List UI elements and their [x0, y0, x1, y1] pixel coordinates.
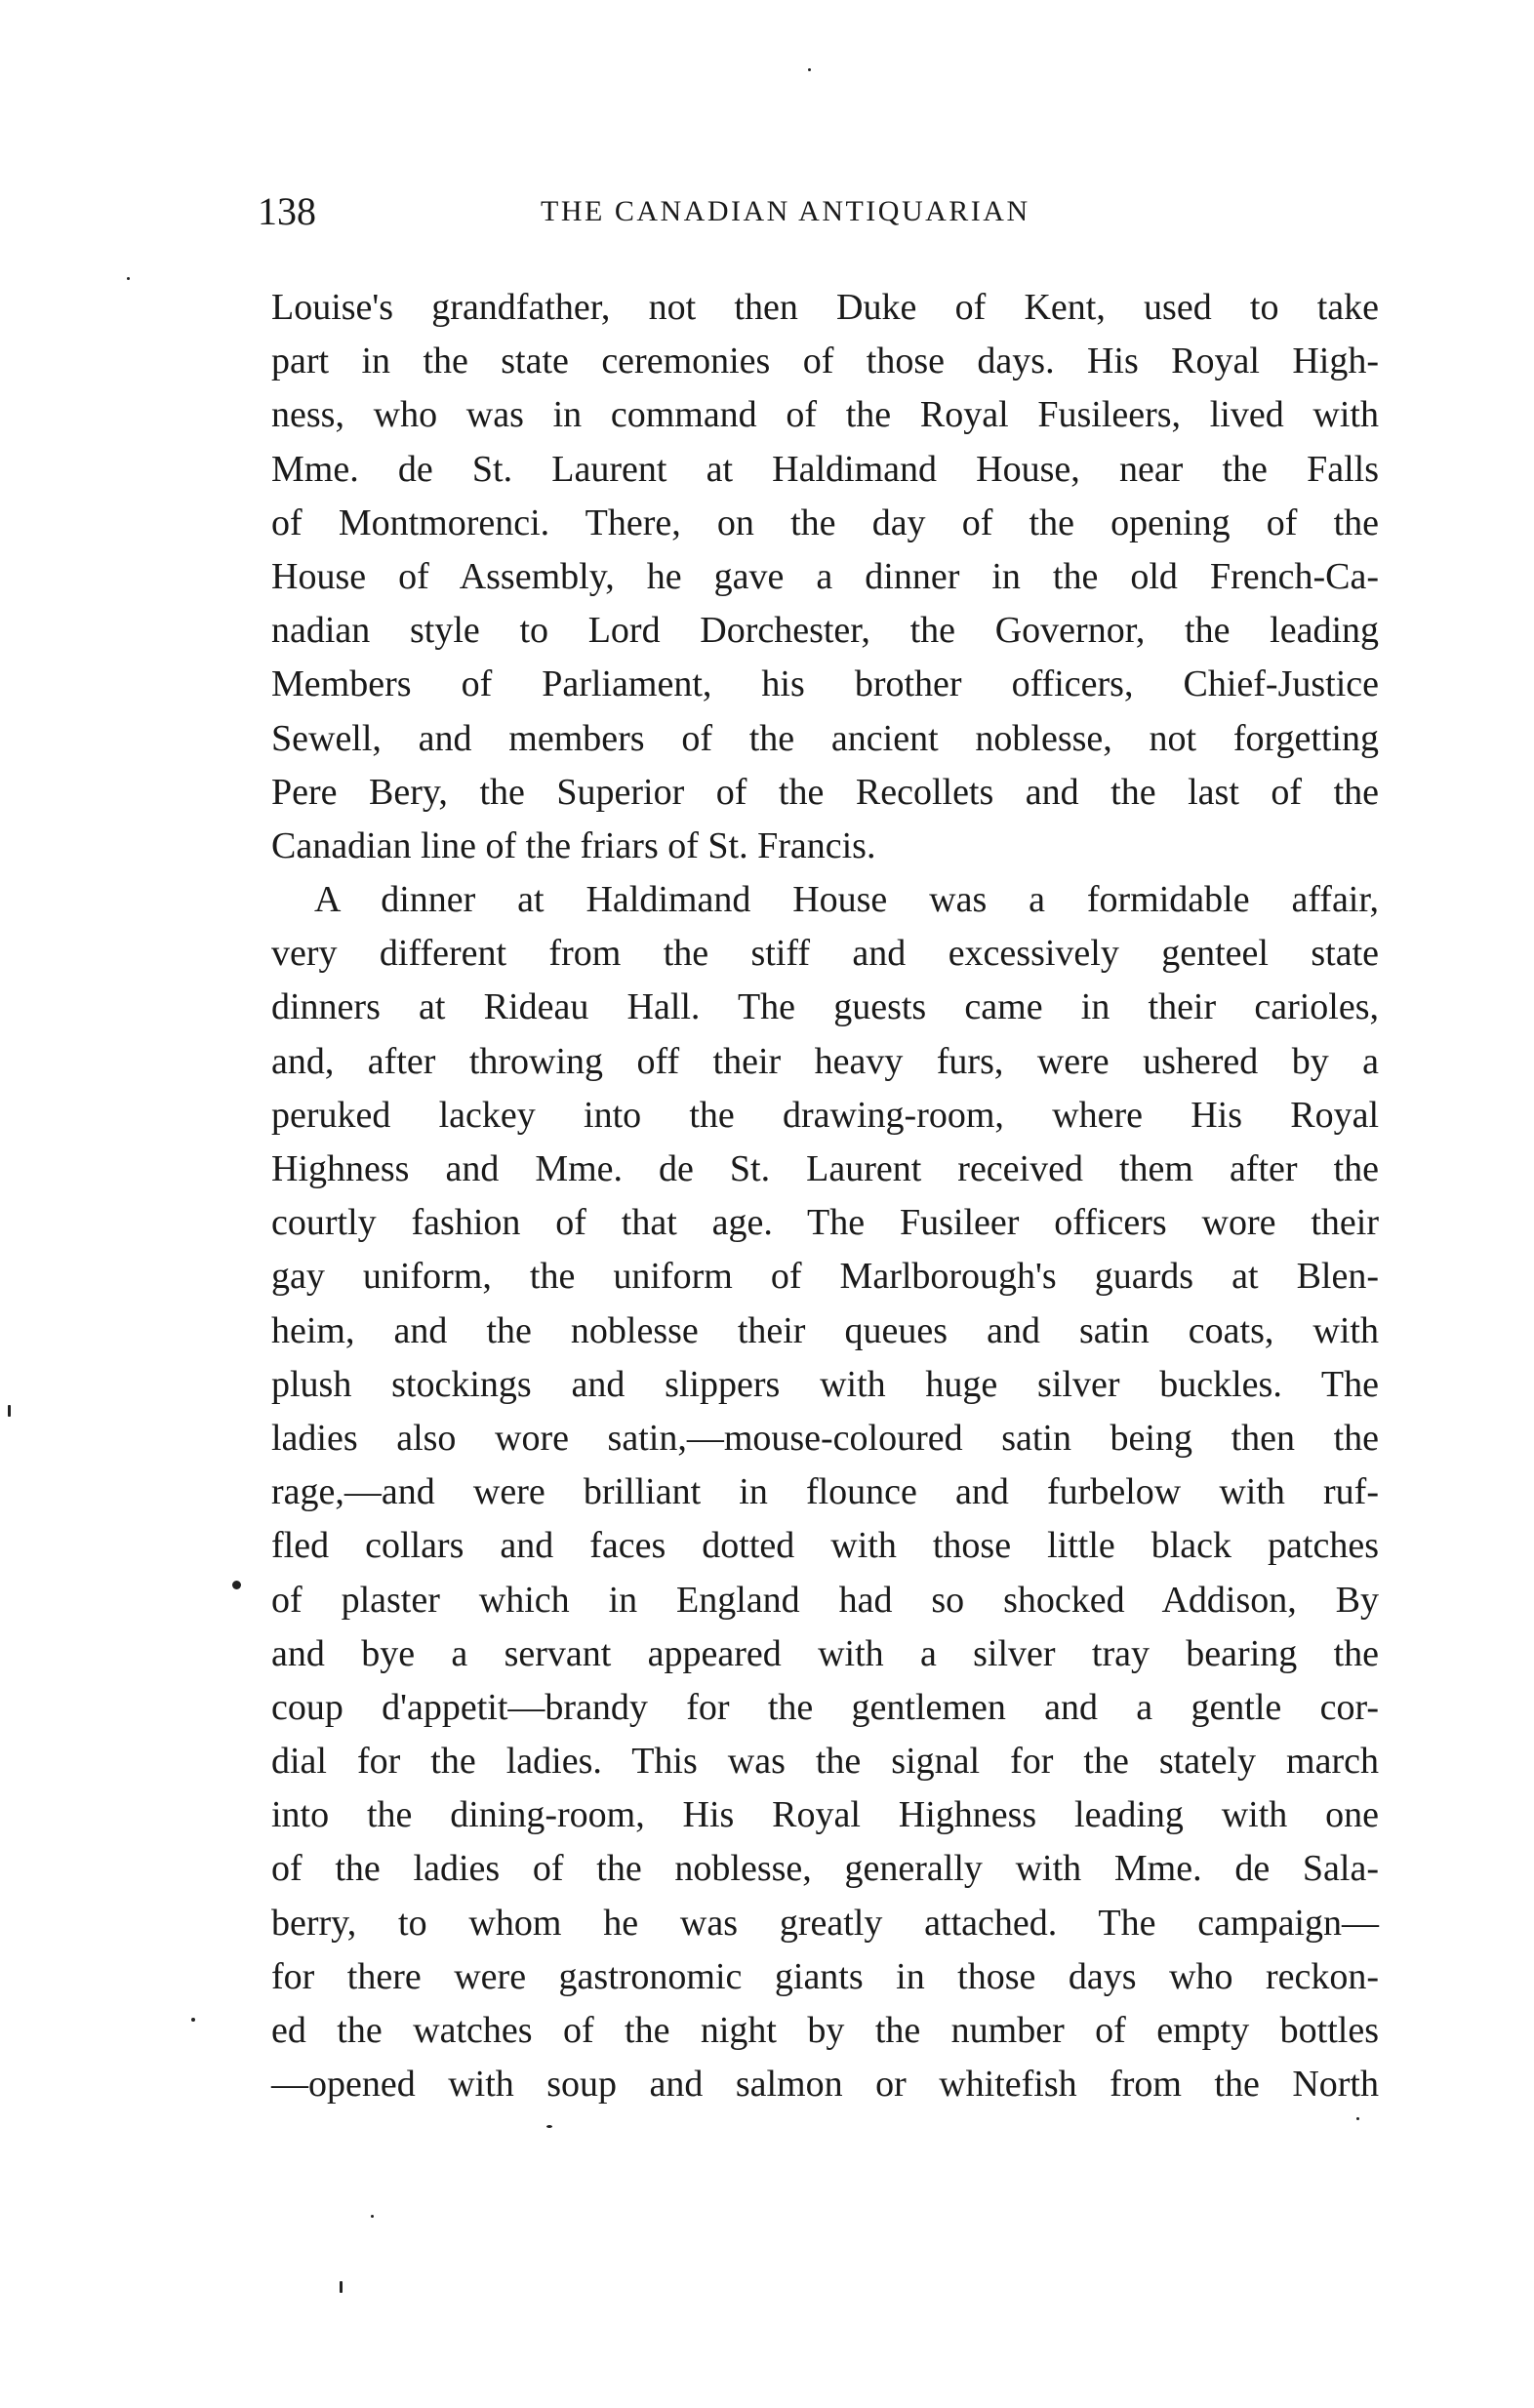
text-line: House of Assembly, he gave a dinner in the old French-Ca-	[271, 555, 1379, 597]
running-head: THE CANADIAN ANTIQUARIAN	[541, 195, 1030, 227]
text-line: nadian style to Lord Dorchester, the Governor, the leading	[271, 610, 1379, 652]
text-line: of the ladies of the noblesse, generally with Mme. de Sala-	[271, 1848, 1379, 1890]
text-line: —opened with soup and salmon or whitefish from the North	[271, 2064, 1379, 2106]
text-line: very different from the stiff and excessively genteel state	[271, 933, 1379, 975]
scan-speck	[1356, 2117, 1359, 2120]
text-line: Highness and Mme. de St. Laurent received them after the	[271, 1148, 1379, 1189]
text-line: heim, and the noblesse their queues and satin coats, with	[271, 1309, 1379, 1351]
text-line: Louise's grandfather, not then Duke of Kent, used to take	[271, 287, 1379, 328]
scan-speck	[340, 2281, 343, 2293]
scan-speck	[371, 2215, 374, 2218]
text-line: courtly fashion of that age. The Fusileer officers wore their	[271, 1202, 1379, 1244]
scan-speck	[191, 2018, 195, 2022]
page-number: 138	[258, 189, 316, 233]
scan-speck	[546, 2125, 552, 2128]
body-text	[271, 281, 1379, 2111]
text-line: for there were gastronomic giants in those days who reckon-	[271, 1955, 1379, 1997]
scan-speck	[808, 68, 811, 71]
text-line: of Montmorenci. There, on the day of the opening of the	[271, 502, 1379, 543]
text-line: Mme. de St. Laurent at Haldimand House, near the Falls	[271, 448, 1379, 490]
scan-speck	[232, 1581, 241, 1589]
text-line: ness, who was in command of the Royal Fusileers, lived with	[271, 394, 1379, 436]
text-line: gay uniform, the uniform of Marlborough's guards at Blen-	[271, 1256, 1379, 1298]
text-line: Members of Parliament, his brother officers, Chief-Justice	[271, 663, 1379, 705]
text-line: coup d'appetit—brandy for the gentlemen and a gentle cor-	[271, 1686, 1379, 1728]
page-header	[258, 187, 1382, 236]
text-line: part in the state ceremonies of those days. His Royal High-	[271, 341, 1379, 382]
text-line: Pere Bery, the Superior of the Recollets and the last of the	[271, 771, 1379, 813]
scan-speck	[8, 1405, 11, 1417]
paragraph-1	[271, 281, 1379, 873]
text-line: into the dining-room, His Royal Highness leading with one	[271, 1794, 1379, 1836]
paragraph-2	[271, 873, 1379, 2111]
text-line: dinners at Rideau Hall. The guests came in their carioles,	[271, 986, 1379, 1028]
text-line: and, after throwing off their heavy furs, were ushered by a	[271, 1040, 1379, 1082]
text-line: and bye a servant appeared with a silver tray bearing the	[271, 1632, 1379, 1674]
text-line: fled collars and faces dotted with those little black patches	[271, 1525, 1379, 1567]
text-line: ladies also wore satin,—mouse-coloured satin being then the	[271, 1417, 1379, 1459]
text-line: rage,—and were brilliant in flounce and furbelow with ruf-	[271, 1471, 1379, 1513]
text-line: peruked lackey into the drawing-room, where His Royal	[271, 1094, 1379, 1136]
text-line: A dinner at Haldimand House was a formidable affair,	[314, 879, 1379, 921]
text-line: Sewell, and members of the ancient noblesse, not forgetting	[271, 717, 1379, 759]
text-line: of plaster which in England had so shocked Addison, By	[271, 1579, 1379, 1621]
scan-speck	[127, 277, 130, 280]
text-line: dial for the ladies. This was the signal for the stately march	[271, 1741, 1379, 1783]
text-line: Canadian line of the friars of St. Francis.	[271, 824, 876, 866]
text-line: plush stockings and slippers with huge silver buckles. The	[271, 1363, 1379, 1405]
text-line: ed the watches of the night by the number of empty bottles	[271, 2010, 1379, 2051]
text-line: berry, to whom he was greatly attached. The campaign—	[271, 1902, 1379, 1944]
